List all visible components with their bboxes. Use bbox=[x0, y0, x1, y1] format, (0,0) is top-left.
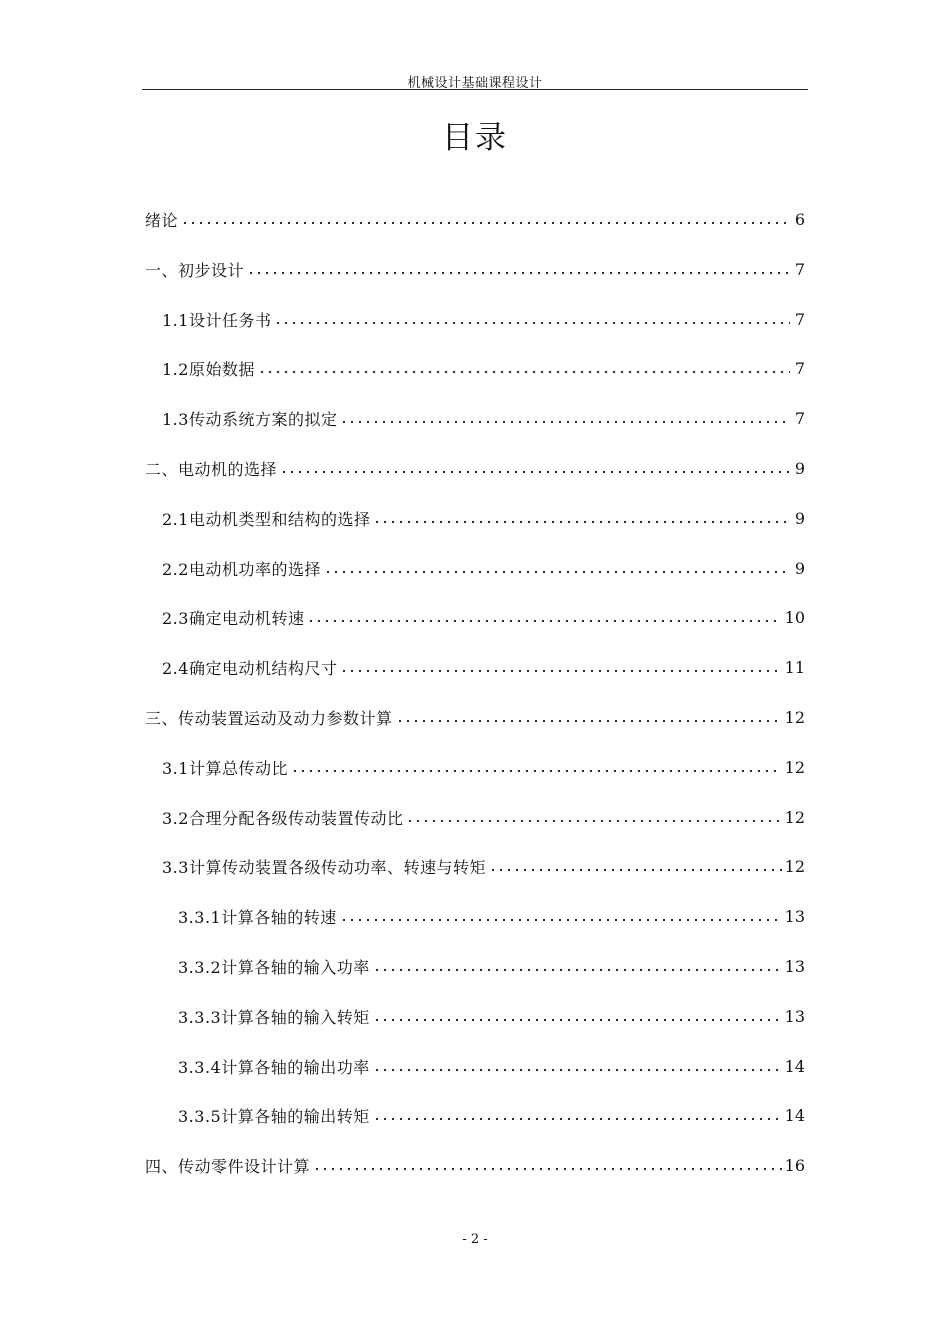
toc-entry-label: 3.3.1计算各轴的转速 bbox=[178, 907, 337, 927]
toc-entry-label: 2.4确定电动机结构尺寸 bbox=[162, 658, 338, 678]
toc-entry[interactable] bbox=[162, 805, 805, 829]
toc-entry-label: 四、传动零件设计计算 bbox=[145, 1156, 311, 1176]
toc-entry-page-number: 12 bbox=[784, 856, 805, 876]
toc-entry-label: 3.2合理分配各级传动装置传动比 bbox=[162, 808, 404, 828]
toc-entry-page-number: 7 bbox=[794, 309, 805, 329]
toc-entry[interactable] bbox=[162, 605, 805, 629]
toc-entry-page-number: 14 bbox=[784, 1056, 805, 1076]
toc-entry[interactable] bbox=[162, 506, 805, 530]
toc-entry[interactable] bbox=[162, 556, 805, 580]
toc-entry-page-number: 14 bbox=[784, 1105, 805, 1125]
toc-dot-leader bbox=[291, 769, 782, 773]
toc-entry-label: 1.1设计任务书 bbox=[162, 310, 272, 330]
toc-dot-leader bbox=[181, 221, 790, 225]
toc-entry-page-number: 16 bbox=[784, 1155, 805, 1175]
toc-entry-label: 二、电动机的选择 bbox=[145, 459, 278, 479]
toc-entry[interactable] bbox=[178, 904, 805, 928]
toc-dot-leader bbox=[406, 819, 781, 823]
toc-entry-label: 3.3.5计算各轴的输出转矩 bbox=[178, 1106, 370, 1126]
toc-entry-label: 3.1计算总传动比 bbox=[162, 758, 288, 778]
footer-page-number: - 2 - bbox=[462, 1232, 488, 1247]
toc-dot-leader bbox=[373, 1018, 782, 1022]
toc-dot-leader bbox=[340, 420, 790, 424]
toc-dot-leader bbox=[258, 370, 790, 374]
toc-entry-page-number: 9 bbox=[794, 458, 805, 478]
document-title: 目录 bbox=[442, 120, 508, 156]
toc-entry[interactable] bbox=[178, 1004, 805, 1028]
toc-entry[interactable] bbox=[178, 1103, 805, 1127]
toc-dot-leader bbox=[280, 470, 790, 474]
toc-entry[interactable] bbox=[162, 655, 805, 679]
toc-entry-page-number: 12 bbox=[784, 757, 805, 777]
toc-entry-label: 3.3.3计算各轴的输入转矩 bbox=[178, 1007, 370, 1027]
toc-entry-page-number: 9 bbox=[794, 558, 805, 578]
toc-entry[interactable] bbox=[178, 954, 805, 978]
toc-entry-label: 3.3.4计算各轴的输出功率 bbox=[178, 1057, 370, 1077]
toc-dot-leader bbox=[373, 968, 782, 972]
toc-dot-leader bbox=[247, 271, 790, 275]
toc-entry-page-number: 7 bbox=[794, 408, 805, 428]
toc-entry[interactable] bbox=[162, 307, 805, 331]
toc-entry-page-number: 7 bbox=[794, 358, 805, 378]
toc-dot-leader bbox=[373, 1068, 782, 1072]
toc-entry-page-number: 12 bbox=[784, 807, 805, 827]
toc-entry[interactable] bbox=[162, 755, 805, 779]
toc-entry-label: 2.2电动机功率的选择 bbox=[162, 559, 321, 579]
toc-dot-leader bbox=[313, 1167, 782, 1171]
toc-entry[interactable] bbox=[145, 257, 805, 281]
toc-entry[interactable] bbox=[145, 705, 805, 729]
toc-dot-leader bbox=[489, 868, 782, 872]
toc-entry[interactable] bbox=[178, 1054, 805, 1078]
toc-entry[interactable] bbox=[145, 1153, 805, 1177]
toc-entry[interactable] bbox=[162, 356, 805, 380]
toc-entry-page-number: 13 bbox=[784, 1006, 805, 1026]
toc-dot-leader bbox=[307, 619, 781, 623]
toc-entry[interactable] bbox=[162, 406, 805, 430]
toc-dot-leader bbox=[340, 669, 781, 673]
toc-entry-label: 绪论 bbox=[145, 210, 179, 230]
toc-entry-label: 一、初步设计 bbox=[145, 260, 245, 280]
toc-entry-label: 2.3确定电动机转速 bbox=[162, 608, 305, 628]
toc-entry-label: 三、传动装置运动及动力参数计算 bbox=[145, 708, 393, 728]
toc-entry-page-number: 13 bbox=[784, 906, 805, 926]
toc-entry[interactable] bbox=[145, 207, 805, 231]
toc-entry-page-number: 9 bbox=[794, 508, 805, 528]
toc-dot-leader bbox=[373, 520, 790, 524]
toc-dot-leader bbox=[396, 719, 782, 723]
toc-entry-page-number: 7 bbox=[794, 259, 805, 279]
toc-entry-page-number: 6 bbox=[794, 209, 805, 229]
toc-entry-page-number: 10 bbox=[784, 607, 805, 627]
toc-dot-leader bbox=[324, 570, 790, 574]
toc-dot-leader bbox=[274, 321, 790, 325]
toc-entry-label: 1.3传动系统方案的拟定 bbox=[162, 409, 338, 429]
toc-dot-leader bbox=[373, 1117, 782, 1121]
toc-dot-leader bbox=[340, 918, 782, 922]
header-divider bbox=[142, 89, 808, 90]
toc-entry-page-number: 13 bbox=[784, 956, 805, 976]
toc-entry-page-number: 11 bbox=[784, 657, 805, 677]
toc-entry[interactable] bbox=[145, 456, 805, 480]
toc-entry-page-number: 12 bbox=[784, 707, 805, 727]
toc-entry-label: 3.3计算传动装置各级传动功率、转速与转矩 bbox=[162, 857, 486, 877]
toc-entry-label: 3.3.2计算各轴的输入功率 bbox=[178, 957, 370, 977]
toc-entry-label: 2.1电动机类型和结构的选择 bbox=[162, 509, 371, 529]
toc-entry-label: 1.2原始数据 bbox=[162, 359, 255, 379]
page-header-title: 机械设计基础课程设计 bbox=[407, 76, 543, 91]
toc-entry[interactable] bbox=[162, 854, 805, 878]
